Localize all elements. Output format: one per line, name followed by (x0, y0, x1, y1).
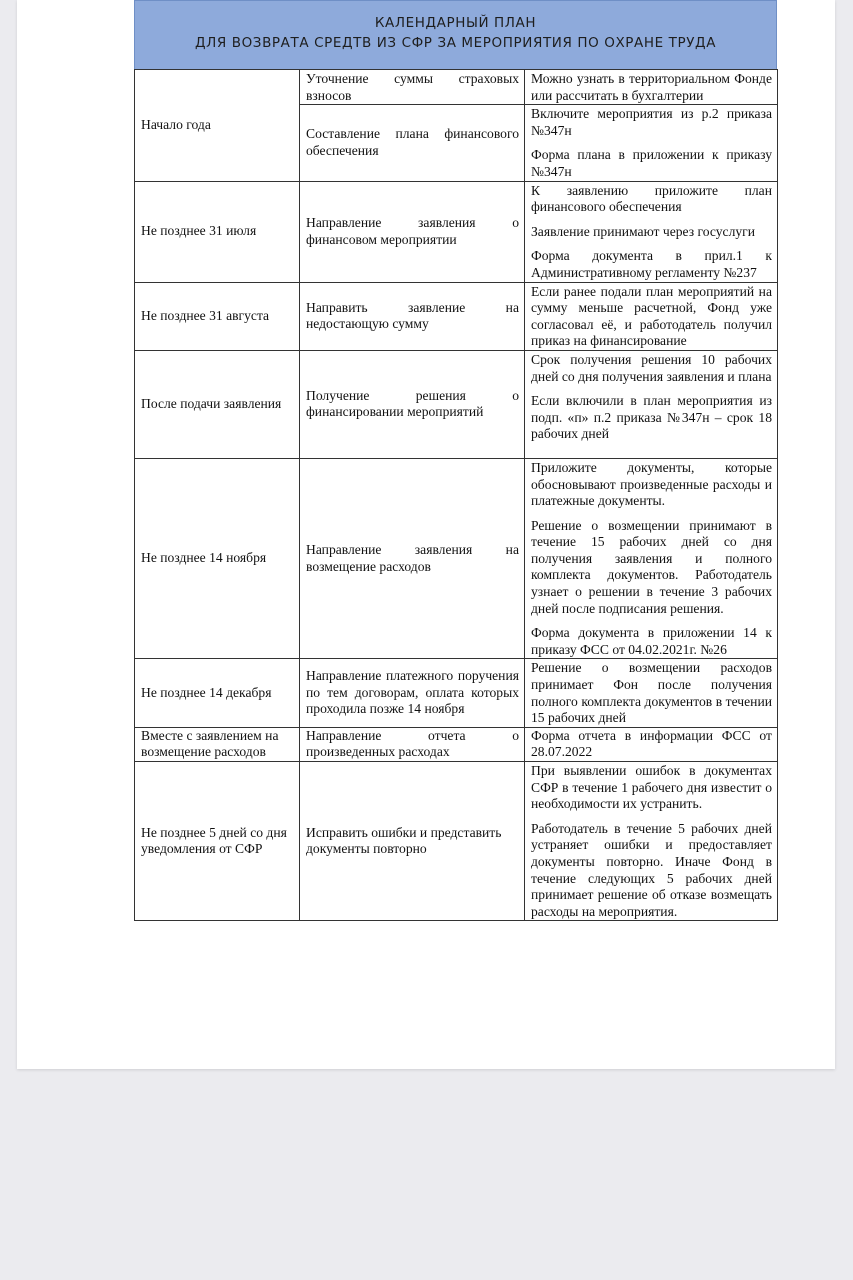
note: Включите мероприятия из р.2 приказа №347н (531, 106, 772, 138)
notes-cell (525, 458, 778, 659)
table-row (135, 727, 778, 761)
action-cell: Направление заявления о финансовом мероприятии (300, 181, 525, 282)
deadline-cell: После подачи заявления (135, 350, 300, 458)
note: Если ранее подали план мероприятий на сумму меньше расчетной, Фонд уже согласовал её, и работодатель получил приказ на финансирование (531, 283, 772, 349)
action-cell: Составление плана финансового обеспечения (300, 105, 525, 181)
table-row (135, 762, 778, 921)
deadline-cell: Не позднее 31 августа (135, 282, 300, 350)
deadline-cell: Вместе с заявлением на возмещение расходов (135, 727, 300, 761)
document-page (17, 0, 835, 1069)
notes-cell (525, 282, 778, 350)
table-row (135, 659, 778, 727)
table-row (135, 350, 778, 458)
notes-cell (525, 762, 778, 921)
notes-cell (525, 350, 778, 458)
plan-table (134, 69, 778, 921)
calendar-plan (134, 0, 777, 921)
action-cell: Уточнение суммы страховых взносов (300, 70, 525, 105)
table-row (135, 181, 778, 282)
table-row (135, 458, 778, 659)
deadline-cell: Не позднее 5 дней со дня уведомления от СФР (135, 762, 300, 921)
deadline-cell: Начало года (135, 70, 300, 182)
notes-cell (525, 105, 778, 181)
table-row (135, 70, 778, 105)
note: Форма документа в приложении 14 к приказу ФСС от 04.02.2021г. №26 (531, 625, 772, 657)
note: Срок получения решения 10 рабочих дней со дня получения заявления и плана (531, 351, 772, 384)
note: Решение о возмещении принимают в течение 15 рабочих дней со дня получения заявления и полного комплекта документов. Работодатель узнает о решении в течение 3 рабочих дней после подписания решения. (531, 517, 772, 616)
action-cell: Направление платежного поручения по тем договорам, оплата которых проходила позже 14 ноября (300, 659, 525, 727)
note: Форма отчета в информации ФСС от 28.07.2022 (531, 727, 772, 760)
note: К заявлению приложите план финансового обеспечения (531, 182, 772, 215)
action-cell: Направление отчета о произведенных расходах (300, 727, 525, 761)
note: Работодатель в течение 5 рабочих дней устраняет ошибки и предоставляет документы повторно. Иначе Фонд в течение следующих 5 рабочих дней принимает решение об отказе возмещать расходы на мероприятия. (531, 820, 772, 919)
action-cell: Направить заявление на недостающую сумму (300, 282, 525, 350)
title-line-2: ДЛЯ ВОЗВРАТА СРЕДТВ ИЗ СФР ЗА МЕРОПРИЯТИЯ ПО ОХРАНЕ ТРУДА (194, 35, 717, 51)
note: Решение о возмещении расходов принимает Фон после получения полного комплекта документов в течении 15 рабочих дней (531, 660, 772, 726)
notes-cell (525, 727, 778, 761)
action-cell: Получение решения о финансировании мероприятий (300, 350, 525, 458)
note: Приложите документы, которые обосновывают произведенные расходы и платежные документы. (531, 459, 772, 509)
deadline-cell: Не позднее 31 июля (135, 181, 300, 282)
note: При выявлении ошибок в документах СФР в течение 1 рабочего дня известит о необходимости их устранить. (531, 763, 772, 812)
notes-cell (525, 659, 778, 727)
action-cell: Исправить ошибки и представить документы повторно (300, 762, 525, 921)
table-row (135, 282, 778, 350)
action-cell: Направление заявления на возмещение расходов (300, 458, 525, 659)
notes-cell (525, 181, 778, 282)
notes-cell (525, 70, 778, 105)
title-line-1: КАЛЕНДАРНЫЙ ПЛАН (374, 15, 537, 31)
table-header (134, 0, 777, 69)
note: Форма плана в приложении к приказу №347н (531, 147, 772, 179)
note: Форма документа в прил.1 к Административному регламенту №237 (531, 248, 772, 280)
note: Можно узнать в территориальном Фонде или рассчитать в бухгалтерии (531, 71, 772, 103)
deadline-cell: Не позднее 14 декабря (135, 659, 300, 727)
deadline-cell: Не позднее 14 ноября (135, 458, 300, 659)
note: Если включили в план мероприятия из подп. «п» п.2 приказа №347н – срок 18 рабочих дней (531, 393, 772, 442)
note: Заявление принимают через госуслуги (531, 223, 756, 239)
